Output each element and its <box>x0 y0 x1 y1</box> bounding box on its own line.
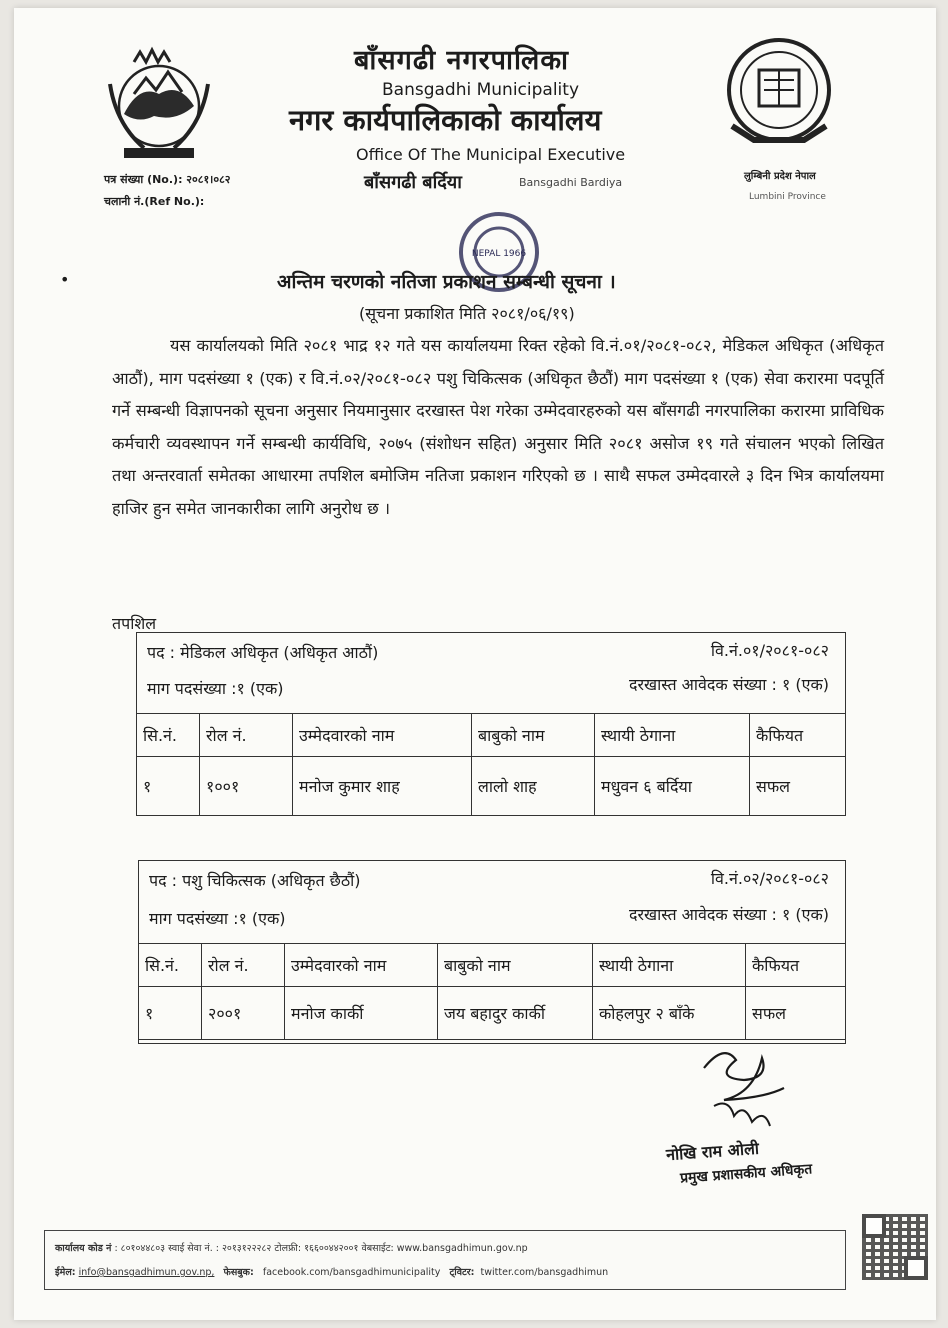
header-cell: सि.नं. <box>137 714 200 757</box>
header-cell: रोल नं. <box>200 714 293 757</box>
facebook-link[interactable]: facebook.com/bansgadhimunicipality <box>262 1267 441 1278</box>
remarks-cell: सफल <box>750 757 846 816</box>
office-contact-numbers: : ८०१०४४८०३ स्वाई सेवा नं. : २०१३१२२२८२ टोलफ्री: १६६००४४२००१ वेबसाईट: www.bansgadhimun.gov.np <box>114 1243 528 1254</box>
advertisement-number: वि.नं.०२/२०८१-०८२ <box>710 869 829 888</box>
demand-count: माग पदसंख्या :१ (एक) <box>149 909 286 928</box>
municipality-seal-icon <box>714 30 844 170</box>
advertisement-number: वि.नं.०१/२०८१-०८२ <box>710 641 829 660</box>
header-cell: रोल नं. <box>202 944 285 987</box>
dispatch-number: चलानी नं.(Ref No.): <box>104 195 205 208</box>
results-table <box>138 943 846 1040</box>
header-cell: बाबुको नाम <box>472 714 595 757</box>
serial-cell: १ <box>137 757 200 816</box>
father-name-cell: लालो शाह <box>472 757 595 816</box>
remarks-cell: सफल <box>746 987 846 1040</box>
header-cell: सि.नं. <box>139 944 202 987</box>
document-page <box>14 8 936 1320</box>
reference-number: पत्र संख्या (No.): २०८१।०८२ <box>104 173 231 186</box>
table-row <box>139 987 846 1040</box>
email-label: ईमेल: <box>55 1267 76 1278</box>
roll-cell: १००१ <box>200 757 293 816</box>
table-row <box>137 757 846 816</box>
candidate-name-cell: मनोज कुमार शाह <box>293 757 472 816</box>
bullet-mark: • <box>60 270 70 289</box>
father-name-cell: जय बहादुर कार्की <box>438 987 593 1040</box>
province-np: लुम्बिनी प्रदेश नेपाल <box>744 171 816 182</box>
header-cell: बाबुको नाम <box>438 944 593 987</box>
header-cell: स्थायी ठेगाना <box>593 944 746 987</box>
address-np: बाँसगढी बर्दिया <box>364 172 462 193</box>
qr-code-icon <box>862 1214 928 1280</box>
applicant-count: दरखास्त आवेदक संख्या : १ (एक) <box>628 905 829 924</box>
footer-contact <box>44 1230 846 1290</box>
twitter-link[interactable]: twitter.com/bansgadhimun <box>480 1267 609 1278</box>
serial-cell: १ <box>139 987 202 1040</box>
table-header-row <box>137 714 846 757</box>
signatory-title: प्रमुख प्रशासकीय अधिकृत <box>679 1161 813 1187</box>
header-cell: कैफियत <box>750 714 846 757</box>
office-name-np: नगर कार्यपालिकाको कार्यालय <box>289 103 602 137</box>
email-link[interactable]: info@bansgadhimun.gov.np, <box>78 1267 215 1278</box>
result-box-medical-officer <box>136 632 846 816</box>
signature-icon <box>674 1038 814 1138</box>
stamp-text: NEPAL 1966 <box>471 249 527 259</box>
applicant-count: दरखास्त आवेदक संख्या : १ (एक) <box>628 675 829 694</box>
header-cell: स्थायी ठेगाना <box>595 714 750 757</box>
municipality-name-np: बाँसगढी नगरपालिका <box>354 45 570 76</box>
details-label: तपशिल <box>112 614 157 633</box>
footer-line-2 <box>55 1265 608 1278</box>
header-cell: उम्मेदवारको नाम <box>293 714 472 757</box>
results-table <box>136 713 846 816</box>
footer-line-1 <box>55 1241 528 1254</box>
demand-count: माग पदसंख्या :१ (एक) <box>147 679 284 698</box>
address-cell: मधुवन ६ बर्दिया <box>595 757 750 816</box>
facebook-label: फेसबुक: <box>223 1267 254 1278</box>
twitter-label: ट्विटर: <box>449 1267 475 1278</box>
notice-body: यस कार्यालयको मिति २०८१ भाद्र १२ गते यस कार्यालयमा रिक्त रहेको वि.नं.०१/२०८१-०८२, मेडिकल अधिकृत (अधिकृत आठौं), माग पदसंख्या १ (एक) र वि.नं.०२/२०८१-०८२ पशु चिकित्सक (अधिकृत छैठौं) माग पदसंख्या १ (एक) सेवा करारमा पदपूर्ति गर्ने सम्बन्धी विज्ञापनको सूचना अनुसार नियमानुसार दरखास्त पेश गरेका उम्मेदवारहरुको यस बाँसगढी नगरपालिका करारमा प्राविधिक कर्मचारी व्यवस्थापन गर्ने सम्बन्धी कार्यविधि, २०७५ (संशोधन सहित) अनुसार मिति २०८१ असोज १९ गते संचालन भएको लिखित तथा अन्तरवार्ता समेतका आधारमा तपशिल बमोजिम नतिजा प्रकाशन गरिएको छ । साथै सफल उम्मेदवारले ३ दिन भित्र कार्यालयमा हाजिर हुन समेत जानकारीका लागि अनुरोध छ । <box>112 336 884 518</box>
header-cell: कैफियत <box>746 944 846 987</box>
notice-subtitle: (सूचना प्रकाशित मिति २०८१/०६/१९) <box>359 304 575 323</box>
header-cell: उम्मेदवारको नाम <box>285 944 438 987</box>
roll-cell: २००१ <box>202 987 285 1040</box>
post-name: पद : मेडिकल अधिकृत (अधिकृत आठौं) <box>147 643 379 662</box>
candidate-name-cell: मनोज कार्की <box>285 987 438 1040</box>
province-en: Lumbini Province <box>749 192 826 202</box>
nepal-emblem-icon <box>94 44 224 170</box>
office-name-en: Office Of The Municipal Executive <box>356 145 626 164</box>
signatory-name: नोखि राम ओली <box>665 1138 760 1165</box>
post-name: पद : पशु चिकित्सक (अधिकृत छैठौं) <box>149 871 361 890</box>
municipality-name-en: Bansgadhi Municipality <box>382 80 580 100</box>
address-cell: कोहलपुर २ बाँके <box>593 987 746 1040</box>
office-code-label: कार्यालय कोड नं <box>55 1243 112 1254</box>
result-box-veterinary <box>138 860 846 1044</box>
address-en: Bansgadhi Bardiya <box>519 176 623 189</box>
notice-title: अन्तिम चरणको नतिजा प्रकाशन सम्बन्धी सूचना । <box>277 271 616 293</box>
table-header-row <box>139 944 846 987</box>
